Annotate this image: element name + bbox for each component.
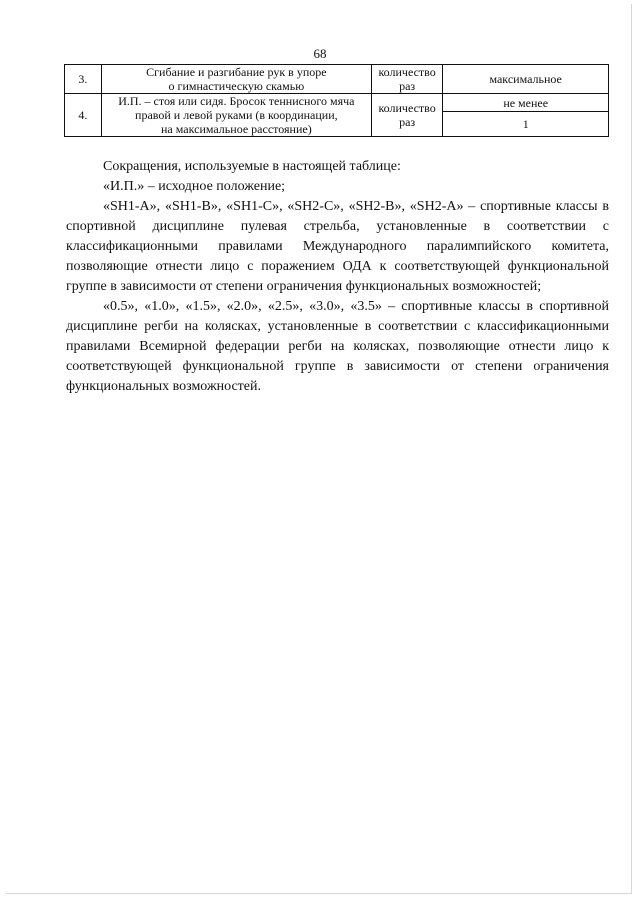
- exercise-name-line: о гимнастическую скамью: [168, 79, 305, 93]
- page-frame: [6, 4, 632, 894]
- note-ip: «И.П.» – исходное положение;: [103, 179, 286, 194]
- norms-table: [64, 64, 609, 137]
- unit-line: количество: [378, 101, 436, 115]
- exercise-name-line: Сгибание и разгибание рук в упоре: [146, 65, 327, 79]
- table-row: [65, 65, 609, 94]
- unit-line: раз: [399, 115, 416, 129]
- unit-cell: [371, 94, 443, 137]
- unit-cell: [371, 65, 443, 94]
- unit-line: количество: [378, 65, 436, 79]
- norm-value: максимальное: [443, 65, 609, 94]
- exercise-name: [101, 94, 371, 137]
- table-row: [65, 94, 609, 112]
- page-number: 68: [313, 46, 327, 61]
- note-rugby-classes: «0.5», «1.0», «1.5», «2.0», «2.5», «3.0», «3.5» – спортивные классы в спортивной дисциплине регби на колясках, установленные в соответствии с классификационными правилами Всемирной федерации регби на колясках, позволяющие отнести лицо к соответствующей функциональной группе в зависимости от степени ограничения функциональных возможностей.: [66, 299, 609, 394]
- unit-line: раз: [399, 79, 416, 93]
- exercise-name-line: на максимальное расстояние): [161, 122, 312, 136]
- row-number: 4.: [65, 94, 102, 137]
- norm-value: 1: [443, 112, 609, 137]
- exercise-name-line: правой и левой руками (в координации,: [135, 108, 338, 122]
- exercise-name: [101, 65, 371, 94]
- abbreviations-notes: [66, 157, 609, 397]
- norm-value-header: не менее: [443, 94, 609, 112]
- note-sh-classes: «SH1-A», «SH1-B», «SH1-C», «SH2-C», «SH2-B», «SH2-A» – спортивные классы в спортивной дисциплине пулевая стрельба, установленные в соответствии с классификационными правилами Международного паралимпийского комитета, позволяющие отнести лицо с поражением ОДА к соответствующей функциональной группе в зависимости от степени ограничения функциональных возможностей;: [66, 199, 609, 294]
- exercise-name-line: И.П. – стоя или сидя. Бросок теннисного мяча: [118, 94, 355, 108]
- row-number: 3.: [65, 65, 102, 94]
- notes-intro: Сокращения, используемые в настоящей таблице:: [103, 159, 401, 174]
